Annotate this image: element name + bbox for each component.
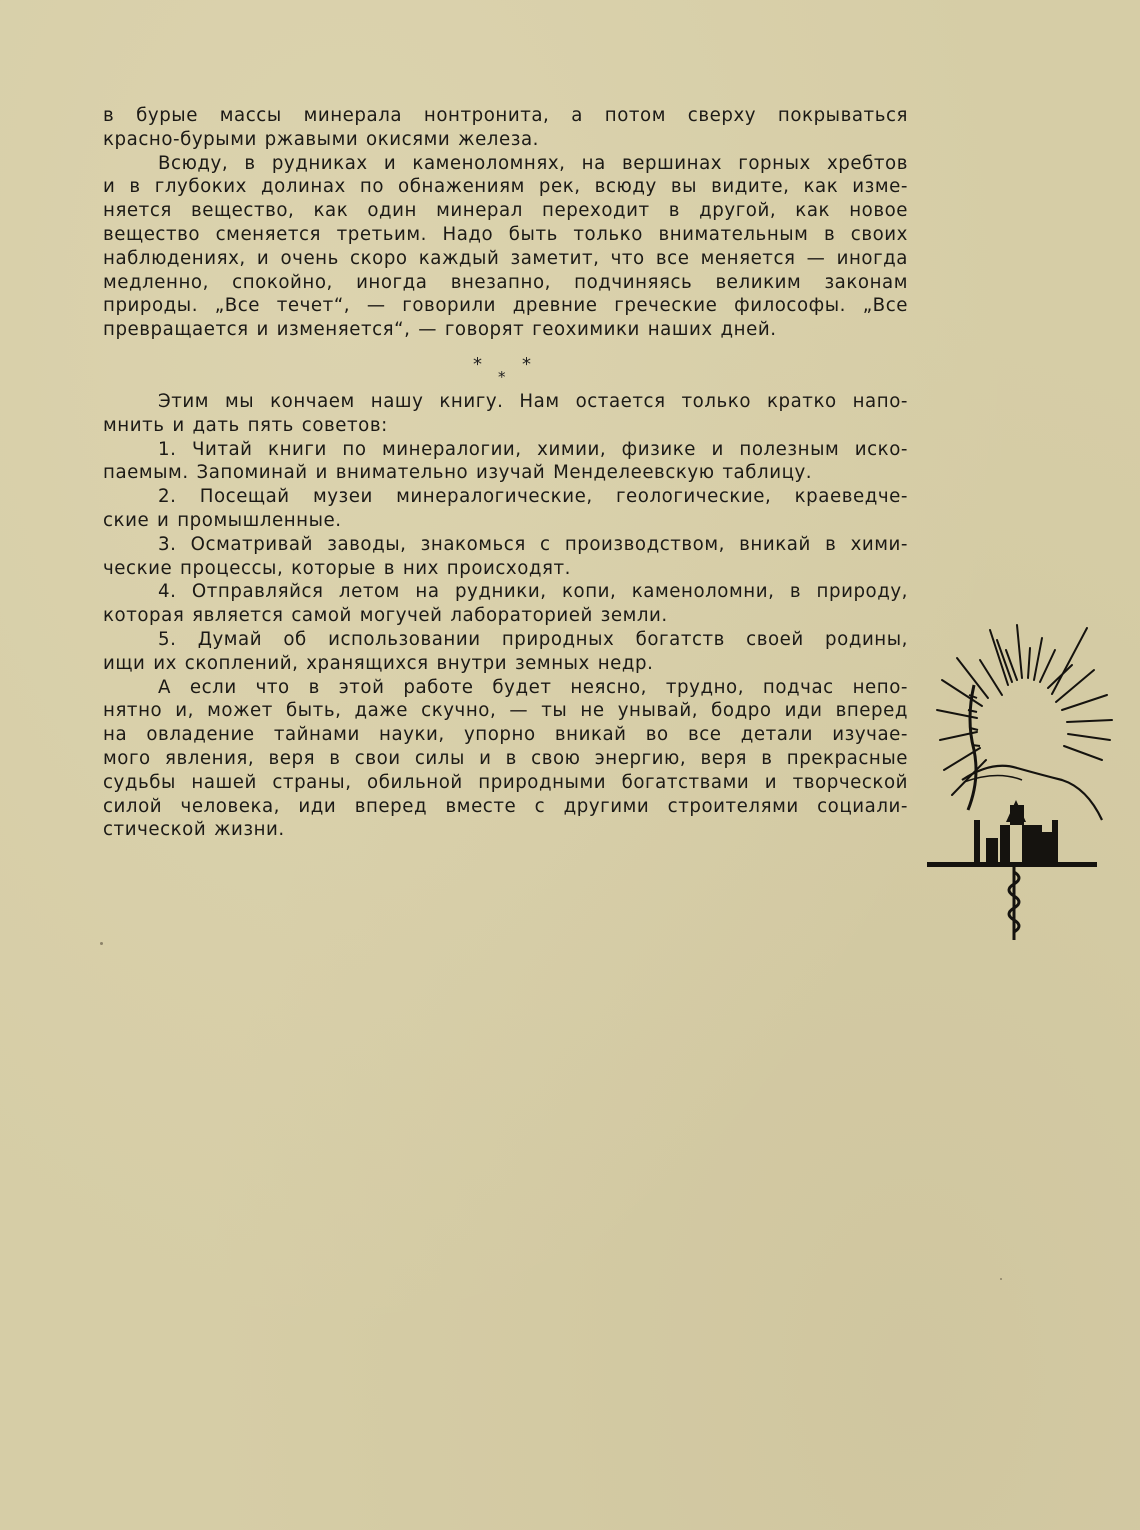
sun-ray	[1062, 695, 1107, 710]
page-text	[103, 104, 908, 842]
paper-speck	[1000, 1278, 1002, 1280]
hill-outline	[964, 775, 1022, 782]
text-line: природы. „Все течет“, — говорили древние греческие философы. „Все	[103, 295, 908, 317]
mine-headframe	[974, 800, 1058, 865]
text-line: нятно и, может быть, даже скучно, — ты не унывай, бодро иди вперед	[103, 700, 908, 722]
text-line: Этим мы кончаем нашу книгу. Нам остается только кратко напо-	[158, 390, 908, 412]
text-line: мого явления, веря в свои силы и в свою энергию, веря в прекрасные	[103, 747, 908, 769]
sun-ray	[1067, 720, 1112, 722]
text-line: Всюду, в рудниках и каменоломнях, на вершинах горных хребтов	[158, 152, 908, 174]
separator-star: *	[522, 353, 532, 375]
text-line: 4. Отправляйся летом на рудники, копи, каменоломни, в природу,	[158, 581, 908, 603]
sun-ray	[1040, 650, 1055, 682]
sun-ray	[1034, 638, 1042, 680]
rising-sun-mine-icon	[922, 610, 1122, 950]
advice-item	[103, 628, 908, 676]
text-line: 5. Думай об использовании природных богатств своей родины,	[158, 628, 908, 650]
sun-ray	[1048, 665, 1072, 688]
separator-star: *	[498, 367, 507, 386]
ground-line	[927, 862, 1097, 867]
advice-list	[103, 438, 908, 676]
text-line: и в глубоких долинах по обнажениям рек, всюду вы видите, как изме-	[103, 176, 908, 198]
sun-ray	[1052, 628, 1087, 694]
section-separator	[103, 342, 908, 390]
text-line: превращается и изменяется“, — говорят геохимики наших дней.	[103, 319, 777, 341]
sun-ray	[1028, 648, 1030, 678]
advice-item	[103, 485, 908, 533]
text-line: ческие процессы, которые в них происходят.	[103, 557, 571, 579]
sun-ray	[990, 630, 1008, 685]
text-line: 1. Читай книги по минералогии, химии, физике и полезным иско-	[158, 438, 908, 460]
sun-ray	[1017, 625, 1022, 678]
text-line: паемым. Запоминай и внимательно изучай Менделеевскую таблицу.	[103, 462, 813, 484]
text-line: силой человека, иди вперед вместе с другими строителями социали-	[103, 795, 908, 817]
text-line: красно-бурыми ржавыми окисями железа.	[103, 128, 539, 150]
text-line: А если что в этой работе будет неясно, трудно, подчас непо-	[158, 676, 908, 698]
text-line: ские и промышленные.	[103, 509, 342, 531]
hill-outline	[962, 766, 1102, 820]
paragraph-change	[103, 152, 908, 342]
paragraph-intro	[103, 390, 908, 438]
text-line: 3. Осматривай заводы, знакомься с производством, вникай в хими-	[158, 533, 908, 555]
text-line: вещество сменяется третьим. Надо быть только внимательным в своих	[103, 223, 908, 245]
advice-item	[103, 533, 908, 581]
text-line: на овладение тайнами науки, упорно вникай во все детали изучае-	[103, 724, 908, 746]
separator-star: *	[473, 353, 483, 375]
text-line: стической жизни.	[103, 819, 285, 841]
text-line: в бурые массы минерала нонтронита, а потом сверху покрываться	[103, 105, 908, 126]
paper-speck	[100, 942, 103, 945]
sun-ray	[980, 660, 1002, 695]
sun-ray	[1068, 734, 1110, 740]
text-line: которая является самой могучей лабораторией земли.	[103, 605, 668, 627]
sun-ray	[1064, 746, 1102, 760]
text-line: ищи их скоплений, хранящихся внутри земных недр.	[103, 652, 654, 674]
text-line: медленно, спокойно, иногда внезапно, подчиняясь великим законам	[103, 271, 908, 293]
text-line: няется вещество, как один минерал переходит в другой, как новое	[103, 200, 908, 222]
paragraph-continuation	[103, 104, 908, 152]
text-line: наблюдениях, и очень скоро каждый заметит, что все меняется — иногда	[103, 247, 908, 269]
text-line: судьбы нашей страны, обильной природными богатствами и творческой	[103, 771, 908, 793]
text-line: 2. Посещай музеи минералогические, геологические, краеведче-	[158, 486, 908, 508]
text-line: мнить и дать пять советов:	[103, 414, 388, 436]
advice-item	[103, 580, 908, 628]
sun-ray	[1006, 650, 1017, 680]
rope-line	[968, 685, 976, 810]
advice-item	[103, 438, 908, 486]
paragraph-final	[103, 676, 908, 843]
